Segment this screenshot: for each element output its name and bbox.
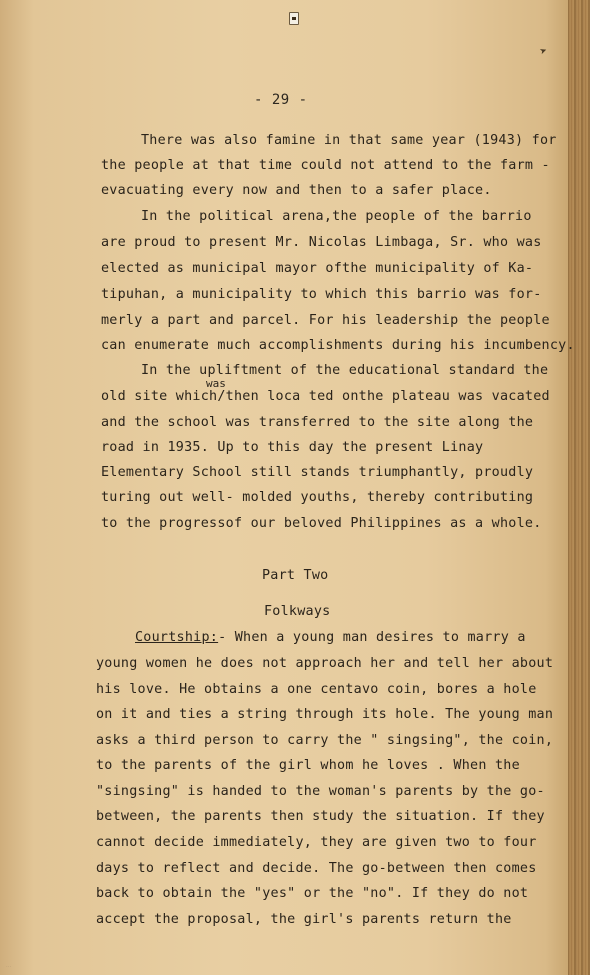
text-line: and the school was transferred to the site along the [101,415,534,430]
text-line: asks a third person to carry the " singsing", the coin, [96,733,554,748]
text-line: In the political arena,the people of the barrio [141,209,532,224]
margin-mark: ➤ [537,43,550,59]
text-line: road in 1935. Up to this day the present Linay [101,440,484,455]
text-line: young women he does not approach her and tell her about [96,656,554,671]
text-line: accept the proposal, the girl's parents return the [96,912,512,927]
text-line: In the upliftment of the educational standard the [141,363,549,378]
text-line: between, the parents then study the situation. If they [96,809,545,824]
text-line: his love. He obtains a one centavo coin, bores a hole [96,682,537,697]
book-binding [568,0,590,975]
text-line: the people at that time could not attend to the farm - [101,158,550,173]
text-line: old site which/then loca ted onthe plateau was vacated [101,389,550,404]
courtship-text: - When a young man desires to marry a [218,630,526,645]
text-line: to the parents of the girl whom he loves . When the [96,758,520,773]
text-line: can enumerate much accomplishments during his incumbency. [101,338,575,353]
text-line: elected as municipal mayor ofthe municipality of Ka- [101,261,534,276]
text-line: days to reflect and decide. The go-between then comes [96,861,537,876]
text-line: Elementary School still stands triumphantly, proudly [101,465,534,480]
text-line: merly a part and parcel. For his leadership the people [101,313,550,328]
scan-footer: ... [6,964,12,968]
page-number: - 29 - [254,92,308,108]
handwritten-insertion: was [206,377,226,390]
text-line: cannot decide immediately, they are given two to four [96,835,537,850]
text-line: turing out well- molded youths, thereby contributing [101,490,534,505]
text-line: "singsing" is handed to the woman's parents by the go- [96,784,545,799]
page-tab-marker [289,12,299,25]
text-line: tipuhan, a municipality to which this barrio was for- [101,287,542,302]
text-line: to the progressof our beloved Philippines as a whole. [101,516,542,531]
text-line [135,630,526,645]
text-line: evacuating every now and then to a safer place. [101,183,492,198]
text-line: are proud to present Mr. Nicolas Limbaga, Sr. who was [101,235,542,250]
text-line: on it and ties a string through its hole. The young man [96,707,554,722]
section-heading: Part Two [262,568,329,583]
text-line: back to obtain the "yes" or the "no". If they do not [96,886,529,901]
text-line: There was also famine in that same year (1943) for [141,133,557,148]
courtship-label: Courtship: [135,630,219,645]
subsection-heading: Folkways [264,604,331,619]
